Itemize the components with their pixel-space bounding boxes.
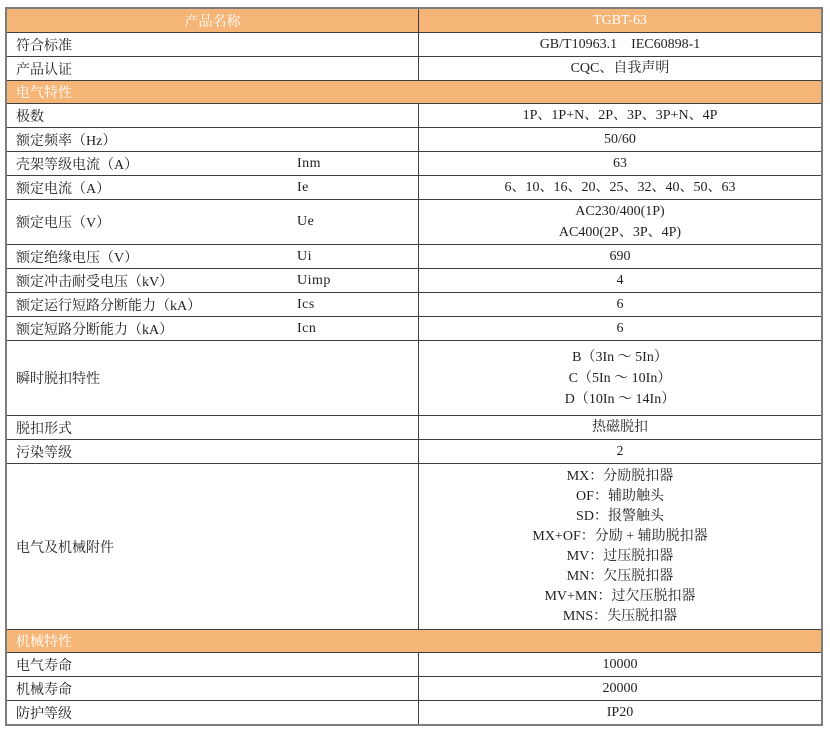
spec-value-line: B（3In ～ 5In）: [572, 349, 668, 365]
spec-row: [7, 316, 821, 340]
spec-row: [7, 700, 821, 724]
spec-label: 污染等级: [16, 445, 72, 461]
spec-label: 额定短路分断能力（kA）: [16, 322, 174, 338]
spec-symbol: Ui: [297, 248, 312, 264]
spec-row: [7, 463, 821, 629]
spec-value-line: MN：欠压脱扣器: [566, 568, 674, 584]
spec-label-cell: [7, 269, 419, 292]
spec-symbol: Ie: [297, 179, 309, 195]
spec-value-line: MNS：失压脱扣器: [562, 608, 678, 624]
spec-label: 额定电流（A）: [16, 181, 111, 197]
spec-row: [7, 103, 821, 127]
spec-label: 产品名称: [184, 14, 241, 30]
spec-value-cell: [419, 653, 821, 676]
spec-row: [7, 151, 821, 175]
spec-label-cell: [7, 152, 419, 175]
spec-value-line: D（10In ～ 14In）: [564, 391, 676, 407]
spec-row: [7, 340, 821, 415]
section-title: 机械特性: [16, 635, 72, 650]
spec-value-line: AC400(2P、3P、4P): [558, 225, 682, 240]
spec-label: 脱扣形式: [16, 421, 72, 437]
spec-value-line: 20000: [602, 681, 638, 696]
spec-row: [7, 56, 821, 80]
spec-label-cell: [7, 416, 419, 439]
spec-value-line: 50/60: [604, 132, 636, 147]
spec-label-cell: [7, 33, 419, 56]
spec-row: [7, 439, 821, 463]
spec-value-cell: [419, 9, 821, 32]
spec-value-line: 2: [616, 444, 624, 459]
spec-value-cell: [419, 317, 821, 340]
spec-value-line: 热磁脱扣: [592, 420, 648, 435]
spec-label-cell: [7, 464, 419, 629]
table-header-row: [7, 9, 821, 32]
spec-value-line: CQC、自我声明: [570, 61, 670, 76]
spec-value-line: 1P、1P+N、2P、3P、3P+N、4P: [522, 108, 718, 123]
spec-label-cell: [7, 57, 419, 80]
spec-symbol: Ue: [297, 214, 315, 229]
spec-label-cell: [7, 128, 419, 151]
spec-value-line: C（5In ～ 10In）: [568, 370, 672, 386]
spec-value-cell: [419, 245, 821, 268]
spec-label: 电气寿命: [16, 658, 72, 674]
spec-row: [7, 32, 821, 56]
spec-label: 额定运行短路分断能力（kA）: [16, 298, 202, 314]
spec-symbol: Icn: [297, 320, 317, 336]
spec-label: 机械寿命: [16, 682, 72, 698]
spec-label-cell: [7, 200, 419, 244]
spec-label: 额定绝缘电压（V）: [16, 250, 139, 266]
spec-value-cell: [419, 341, 821, 415]
spec-row: [7, 199, 821, 244]
spec-row: [7, 676, 821, 700]
spec-value-cell: [419, 464, 821, 629]
spec-value-cell: [419, 200, 821, 244]
spec-label: 极数: [16, 109, 44, 125]
spec-label-cell: [7, 9, 419, 32]
spec-label: 符合标准: [16, 38, 72, 54]
spec-value-cell: [419, 701, 821, 724]
spec-value-line: OF：辅助触头: [576, 488, 664, 504]
spec-label-cell: [7, 341, 419, 415]
spec-value-line: 690: [609, 249, 631, 264]
spec-value-line: TGBT-63: [593, 13, 647, 28]
spec-symbol: Ics: [297, 296, 315, 312]
spec-label-cell: [7, 440, 419, 463]
spec-label-cell: [7, 677, 419, 700]
spec-row: [7, 652, 821, 676]
spec-label: 额定频率（Hz）: [16, 133, 117, 149]
spec-row: [7, 292, 821, 316]
spec-value-cell: [419, 176, 821, 199]
spec-symbol: Uimp: [297, 272, 331, 288]
spec-value-line: 6: [616, 321, 624, 336]
spec-value-cell: [419, 293, 821, 316]
spec-value-line: 63: [613, 156, 627, 171]
section-header-row: [7, 629, 821, 652]
spec-value-line: 6: [616, 297, 624, 312]
spec-label: 电气及机械附件: [16, 540, 114, 556]
spec-value-line: MX+OF：分励 + 辅助脱扣器: [532, 528, 708, 544]
spec-value-line: 4: [616, 273, 624, 288]
spec-value-cell: [419, 152, 821, 175]
spec-row: [7, 127, 821, 151]
spec-value-line: 10000: [602, 657, 638, 672]
spec-row: [7, 268, 821, 292]
spec-value-line: IP20: [606, 705, 634, 720]
spec-value-line: MX：分励脱扣器: [566, 468, 674, 484]
spec-label-cell: [7, 701, 419, 724]
spec-row: [7, 244, 821, 268]
spec-label: 壳架等级电流（A）: [16, 157, 139, 173]
spec-label-cell: [7, 653, 419, 676]
spec-label-cell: [7, 245, 419, 268]
spec-label: 额定冲击耐受电压（kV）: [16, 274, 174, 290]
spec-label-cell: [7, 317, 419, 340]
product-spec-table: [5, 7, 823, 726]
section-title: 电气特性: [16, 86, 72, 101]
spec-label-cell: [7, 176, 419, 199]
spec-label-cell: [7, 104, 419, 127]
spec-value-cell: [419, 104, 821, 127]
spec-value-cell: [419, 677, 821, 700]
spec-value-cell: [419, 128, 821, 151]
spec-label-cell: [7, 293, 419, 316]
spec-row: [7, 415, 821, 439]
spec-value-line: 6、10、16、20、25、32、40、50、63: [504, 180, 736, 195]
spec-value-cell: [419, 57, 821, 80]
spec-row: [7, 175, 821, 199]
spec-label: 额定电压（V）: [16, 216, 111, 231]
spec-symbol: Inm: [297, 155, 322, 171]
spec-value-cell: [419, 416, 821, 439]
spec-value-line: GB/T10963.1 IEC60898-1: [539, 37, 701, 52]
spec-label: 防护等级: [16, 706, 72, 722]
spec-value-cell: [419, 269, 821, 292]
spec-label: 产品认证: [16, 62, 72, 78]
section-header-row: [7, 80, 821, 103]
spec-value-cell: [419, 440, 821, 463]
spec-label: 瞬时脱扣特性: [16, 372, 100, 387]
spec-value-line: MV：过压脱扣器: [566, 548, 674, 564]
spec-value-line: MV+MN：过欠压脱扣器: [544, 588, 696, 604]
spec-value-cell: [419, 33, 821, 56]
spec-value-line: AC230/400(1P): [575, 204, 665, 219]
spec-value-line: SD：报警触头: [576, 508, 664, 524]
